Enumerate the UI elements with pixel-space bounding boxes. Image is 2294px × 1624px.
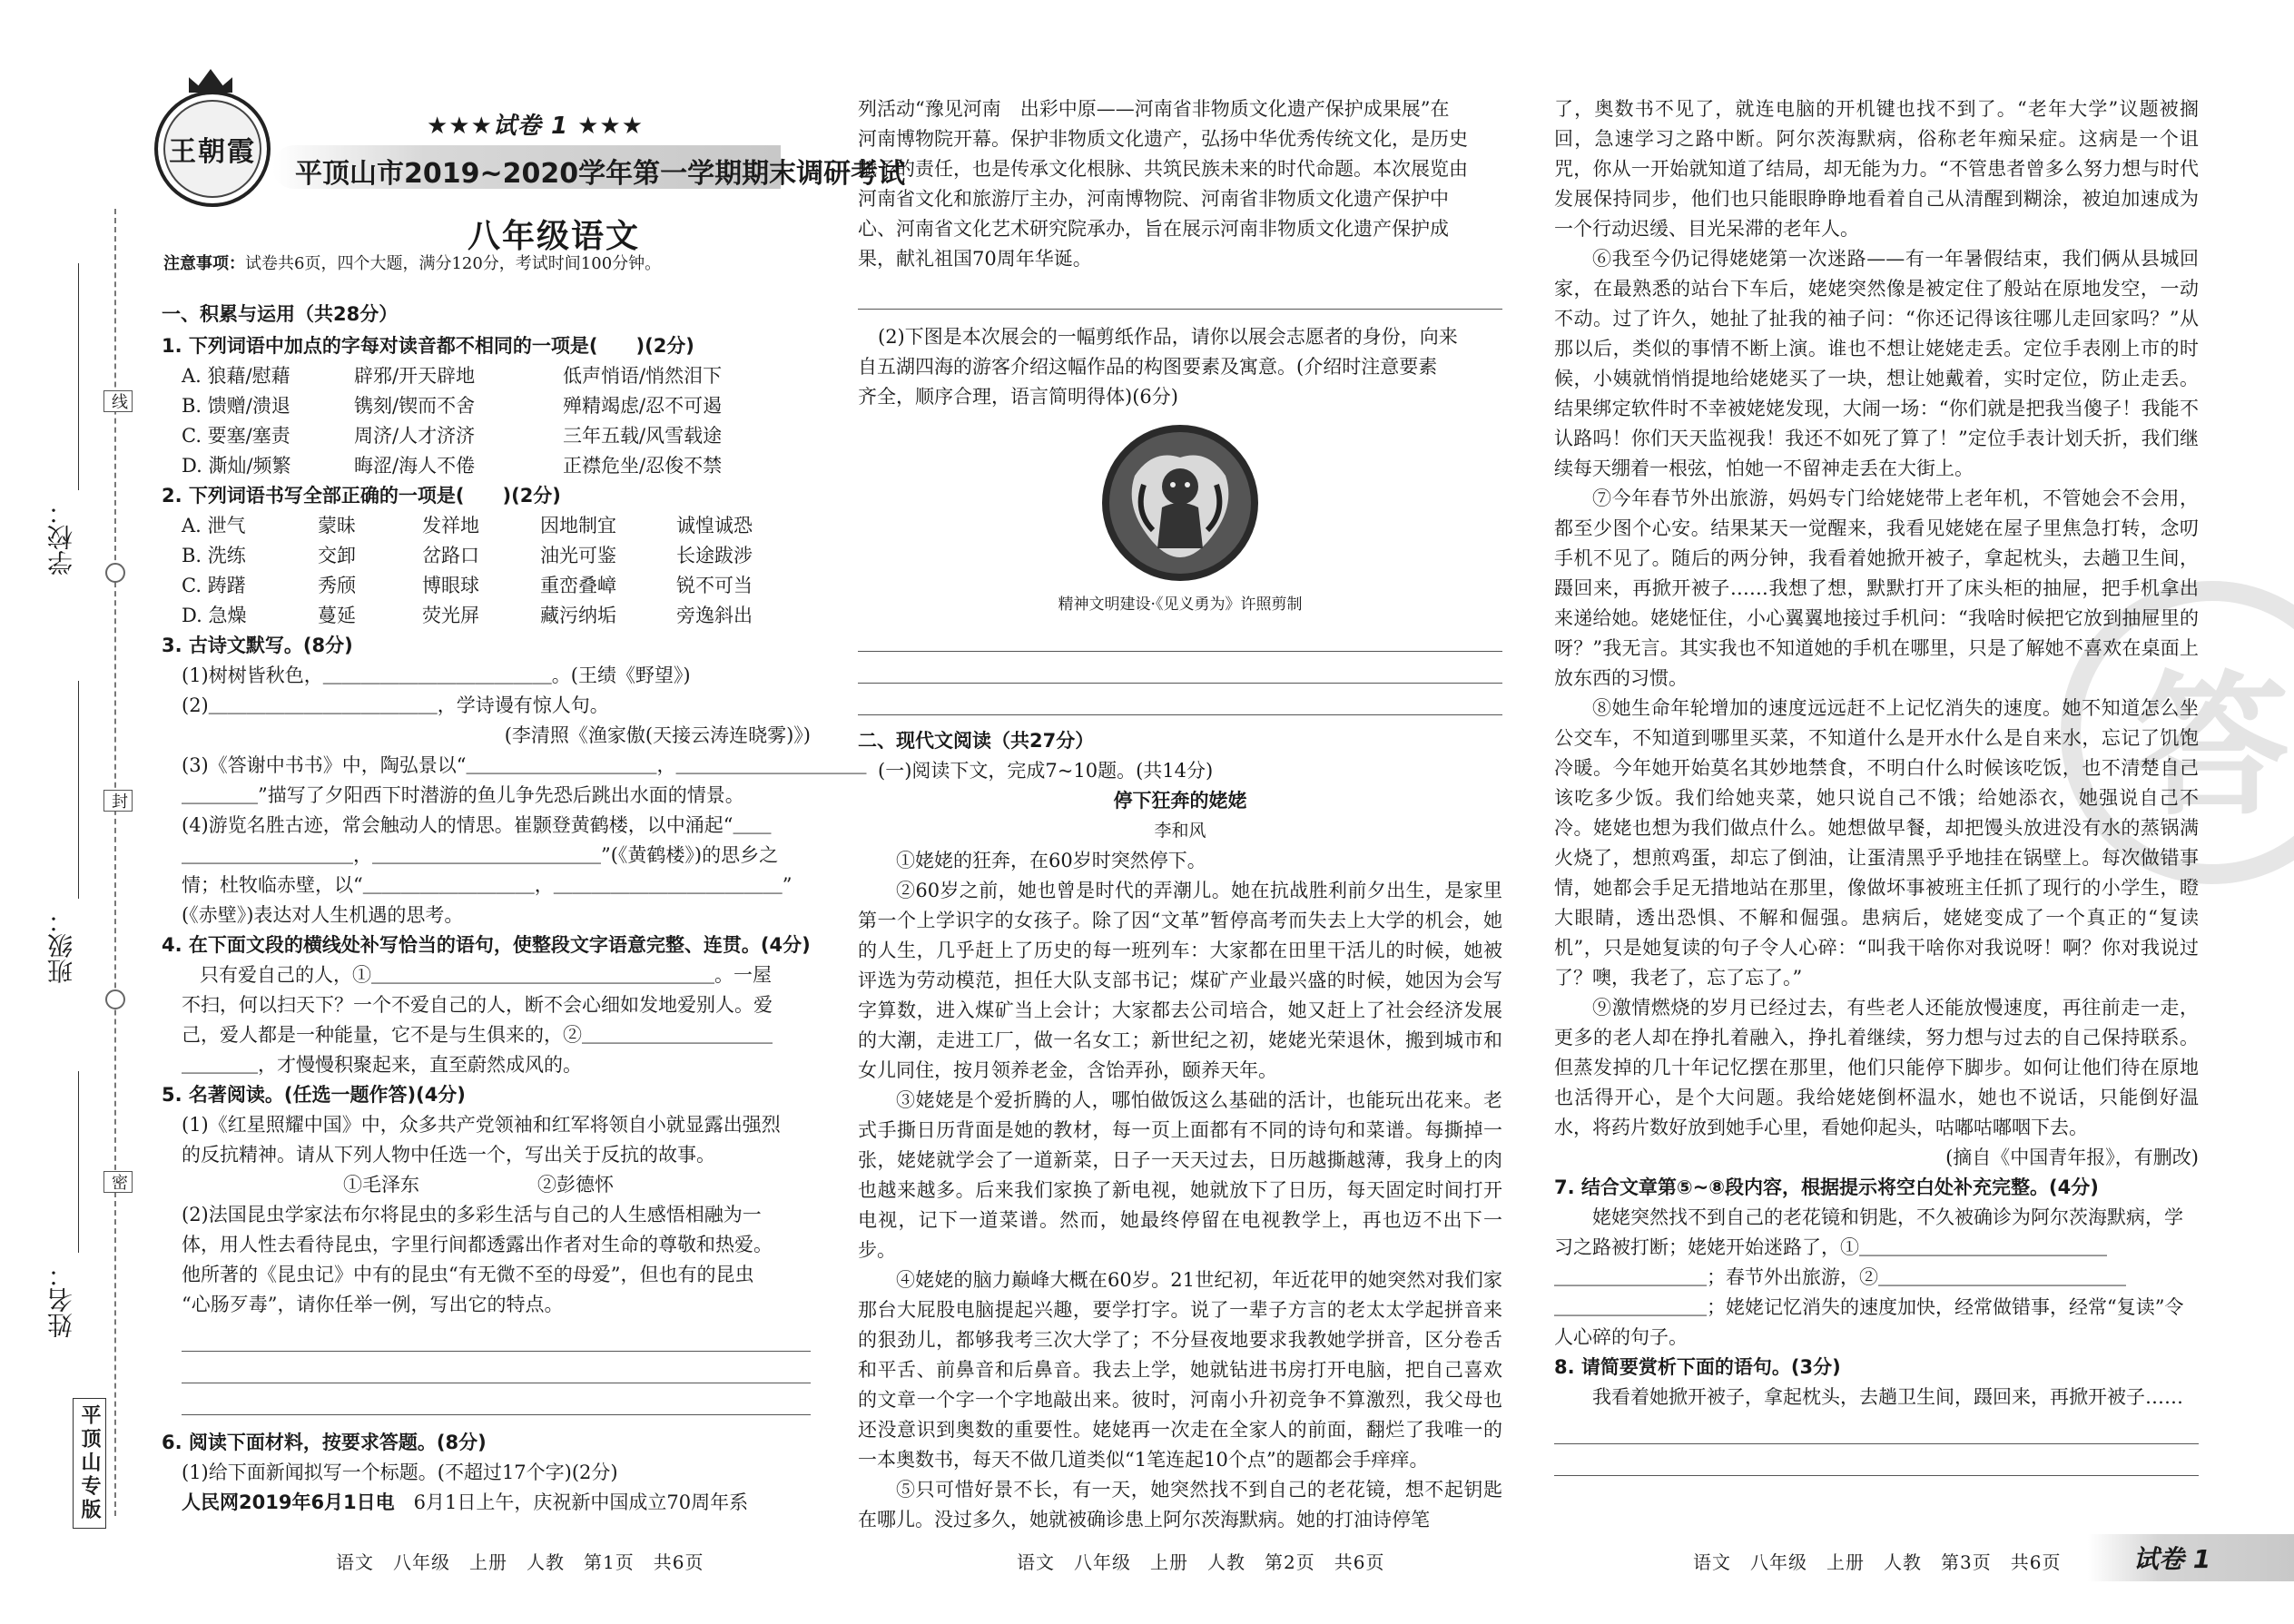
corner-badge-text: 试卷 1	[2133, 1544, 2211, 1574]
binding-margin	[36, 209, 136, 1516]
article-source: (摘自《中国青年报》，有删改)	[1945, 1147, 2199, 1168]
q5-text-6: “心肠歹毒”，请你任举一例，写出它的特点。	[182, 1294, 564, 1315]
q6-news-dateline: 人民网2019年6月1日电	[182, 1491, 395, 1513]
papercut-svg	[1098, 421, 1262, 585]
q2-option-b[interactable]: B. 洗练 交卸 岔路口 油光可鉴 长途跋涉	[182, 545, 753, 566]
notice-label: 注意事项：	[163, 254, 245, 273]
q5-text-3: (2)法国昆虫学家法布尔将昆虫的多彩生活与自己的人生感悟相融为一	[182, 1204, 762, 1225]
news-line-4: 河南省文化和旅游厅主办，河南博物院、河南省非物质文化遗产保护中	[858, 188, 1449, 210]
article-para-2: ②60岁之前，她也曾是时代的弄潮儿。她在抗战胜利前夕出生，是家里第一个上学识字的女孩子。除了因“文革”暂停高考而失去上大学的机会，她的人生，几乎赶上了历史的每一班列车：大家都在田里干活儿的时候，她被评选为劳动模范，担任大队支部书记；煤矿产业最兴盛的时候，她因为会写字算数，进入煤矿当上会计；大家都去公司培合，她又赶上了社会经济发展的大潮，走进工厂，做一名女工；新世纪之初，姥姥光荣退休，搬到城市和女儿同住，按月领养老金，含饴弄孙，颐养天年。	[858, 880, 1502, 1081]
q5-text-2: 的反抗精神。请从下列人物中任选一个，写出关于反抗的故事。	[182, 1144, 715, 1166]
news-continued	[858, 94, 1502, 274]
news-line-1: 列活动“豫见河南 出彩中原——河南省非物质文化遗产保护成果展”在	[858, 98, 1450, 120]
school-field[interactable]	[78, 263, 79, 490]
q8-stem: 8. 请简要赏析下面的语句。(3分)	[1554, 1356, 1841, 1378]
q6-2-answer-line-3[interactable]	[858, 684, 1502, 715]
class-label: 班级：	[46, 908, 76, 984]
class-field[interactable]	[78, 681, 79, 899]
q4-text-3[interactable]: 己，爱人都是一种能量，它不是与生俱来的，②＿＿＿＿＿＿＿＿＿＿	[182, 1024, 773, 1046]
q8-answer-line-1[interactable]	[1554, 1412, 2199, 1444]
q2-stem: 2. 下列词语书写全部正确的一项是( )(2分)	[162, 485, 561, 507]
q3-line-4d: (《赤壁》)表达对人生机遇的思考。	[182, 904, 464, 926]
q5-choice-1[interactable]: ①毛泽东	[343, 1174, 419, 1196]
article-author: 李和风	[1154, 821, 1206, 841]
section-2-heading: 二、现代文阅读（共27分）	[858, 730, 1095, 752]
q5-text-5: 他所著的《昆虫记》中有的昆虫“有无微不至的母爱”，但也有的昆虫	[182, 1264, 754, 1285]
q7-text-3[interactable]: ＿＿＿＿＿＿＿＿；姥姥记忆消失的速度加快，经常做错事，经常“复读”令人心碎的句子。	[1554, 1296, 2184, 1348]
q4-text-4[interactable]: ＿＿＿＿，才慢慢积聚起来，直至蔚然成风的。	[182, 1054, 582, 1076]
seal-char-feng: 封	[103, 790, 133, 812]
article-para-4: ④姥姥的脑力巅峰大概在60岁。21世纪初，年近花甲的她突然对我们家那台大屁股电脑提起兴趣，要学打字。说了一辈子方言的老太太学起拼音来的狠劲儿，都够我考三次大学了；不分昼夜地要求我教她学拼音，区分卷舌和平舌、前鼻音和后鼻音。我去上学，她就钻进书房打开电脑，把自己喜欢的文章一个字一个字地敲出来。彼时，河南小升初竞争不算激烈，我父母也还没意识到奥数的重要性。姥姥再一次走在全家人的前面，翻烂了我唯一的一本奥数书，每天不做几道类似“1笔连起10个点”的题都会手痒痒。	[858, 1269, 1502, 1471]
q5-answer-line-2[interactable]	[182, 1352, 811, 1383]
column-2	[858, 94, 1502, 1535]
q6-2-text-1: (2)下图是本次展会的一幅剪纸作品，请你以展会志愿者的身份，向来	[878, 326, 1458, 348]
edition-label: 平顶山专版	[73, 1398, 106, 1529]
q6-text-1: (1)给下面新闻拟写一个标题。(不超过17个字)(2分)	[182, 1462, 618, 1483]
brand-logo	[154, 91, 271, 207]
q1-option-c[interactable]: C. 要塞/塞责 周济/人才济济 三年五载/风雪载途	[182, 425, 723, 447]
margin-circle-1	[105, 563, 125, 583]
news-line-3: 赋予的责任，也是传承文化根脉、共筑民族未来的时代命题。本次展览由	[858, 158, 1468, 180]
q3-line-3a[interactable]: (3)《答谢中书书》中，陶弘景以“＿＿＿＿＿＿＿＿＿＿，＿＿＿＿＿＿＿＿＿＿	[182, 754, 867, 776]
q1-stem: 1. 下列词语中加点的字每对读音都不相同的一项是( )(2分)	[162, 335, 694, 357]
q5-choices	[162, 1170, 811, 1200]
brand-logo-text: 王朝霞	[169, 136, 256, 168]
q3-line-3b[interactable]: ＿＿＿＿”描写了夕阳西下时潜游的鱼儿争先恐后跳出水面的情景。	[182, 784, 744, 806]
reading-intro: (一)阅读下文，完成7~10题。(共14分)	[878, 760, 1214, 782]
q6-2-answer-line-1[interactable]	[858, 620, 1502, 652]
q8-text: 我看着她掀开被子，拿起枕头，去趟卫生间，蹑回来，再掀开被子……	[1592, 1386, 2183, 1408]
q5-answer-line-3[interactable]	[182, 1383, 811, 1415]
margin-circle-2	[105, 989, 125, 1009]
footer-page-2: 语文 八年级 上册 人教 第2页 共6页	[1017, 1551, 1385, 1573]
q3-stem: 3. 古诗文默写。(8分)	[162, 635, 353, 656]
footer-page-1: 语文 八年级 上册 人教 第1页 共6页	[336, 1551, 704, 1573]
q6-news-text: 6月1日上午，庆祝新中国成立70周年系	[394, 1491, 749, 1513]
q3-line-4c[interactable]: 情；杜牧临赤壁，以“＿＿＿＿＿＿＿＿＿，＿＿＿＿＿＿＿＿＿＿＿＿”	[182, 874, 793, 896]
news-line-6: 果，献礼祖国70周年华诞。	[858, 248, 1092, 270]
q3-line-1[interactable]: (1)树树皆秋色，＿＿＿＿＿＿＿＿＿＿＿＿。(王绩《野望》)	[182, 664, 691, 686]
q7-stem: 7. 结合文章第⑤~⑧段内容，根据提示将空白处补充完整。(4分)	[1554, 1176, 2099, 1198]
name-label: 姓名：	[46, 1262, 76, 1338]
article-para-5: ⑤只可惜好景不长，有一天，她突然找不到自己的老花镜，想不起钥匙在哪儿。没过多久，她就被确诊患上阿尔茨海默病。她的打油诗停笔	[858, 1479, 1502, 1530]
q5-stem: 5. 名著阅读。(任选一题作答)(4分)	[162, 1084, 466, 1106]
news-headline-answer-line[interactable]	[858, 278, 1502, 310]
q2-option-d[interactable]: D. 急燥 蔓延 荧光屏 藏污纳垢 旁逸斜出	[182, 605, 753, 626]
school-label: 学校：	[46, 499, 76, 576]
q4-stem: 4. 在下面文段的横线处补写恰当的语句，使整段文字语意完整、连贯。(4分)	[162, 934, 811, 956]
corner-badge	[2088, 1534, 2294, 1581]
q3-line-4a[interactable]: (4)游览名胜古迹，常会触动人的情思。崔颢登黄鹤楼，以中涌起“＿＿	[182, 814, 772, 836]
q7-text-1[interactable]: 姥姥突然找不到自己的老花镜和钥匙，不久被确诊为阿尔茨海默病，学习之路被打断；姥姥开始迷路了，①＿＿＿＿＿＿＿＿＿＿＿＿＿	[1554, 1206, 2183, 1258]
q6-2-answer-line-2[interactable]	[858, 652, 1502, 684]
watermark-char: 答	[2134, 655, 2289, 837]
article-title: 停下狂奔的姥姥	[1113, 790, 1247, 812]
q1-option-d[interactable]: D. 澌灿/频繁 晦涩/海人不倦 正襟危坐/忍俊不禁	[182, 455, 723, 477]
exam-title: 平顶山市2019~2020学年第一学期期末调研考试	[295, 158, 906, 190]
q5-answer-line-1[interactable]	[182, 1320, 811, 1352]
q2-options	[162, 511, 811, 631]
column-3	[1554, 94, 2199, 1476]
news-line-2: 河南博物院开幕。保护非物质文化遗产，弘扬中华优秀传统文化，是历史	[858, 128, 1468, 150]
seal-char-xian: 线	[103, 390, 133, 412]
subject-title: 八年级语文	[468, 218, 641, 255]
section-1-heading: 一、积累与运用（共28分）	[162, 303, 399, 325]
q5-choice-2[interactable]: ②彭德怀	[537, 1174, 614, 1196]
crown-icon	[189, 69, 232, 93]
q4-text-2: 不扫，何以扫天下？一个不爱自己的人，断不会心细如发地爱别人。爱	[182, 994, 773, 1016]
article-para-8: ⑧她生命年轮增加的速度远远赶不上记忆消失的速度。她不知道怎么坐公交车，不知道到哪里买菜，不知道什么是开水什么是自来水，忘记了饥饱冷暖。今年她开始莫名其妙地禁食，不明白什么时候该吃饭，也不清楚自己该吃多少饭。我们给她夹菜，她只说自己不饿；给她添衣，她强说自己不冷。姥姥也想为我们做点什么。她想做早餐，却把馒头放进没有水的蒸锅满火烧了，想煎鸡蛋，却忘了倒油，让蛋清黑乎乎地挂在锅壁上。每次做错事情，她都会手足无措地站在那里，像做坏事被班主任抓了现行的小学生，瞪大眼睛，透出恐惧、不解和倔强。患病后，姥姥变成了一个真正的“复读机”，只是她复读的句子令人心碎：“叫我干啥你对我说呀！啊？你对我说过了？噢，我老了，忘了忘了。”	[1554, 697, 2199, 989]
footer-page-3: 语文 八年级 上册 人教 第3页 共6页	[1693, 1551, 2062, 1573]
q1-options	[162, 361, 811, 481]
q3-line-4b[interactable]: ＿＿＿＿＿＿＿＿＿，＿＿＿＿＿＿＿＿＿＿＿＿”(《黄鹤楼》)的思乡之	[182, 844, 779, 866]
q5-text-1: (1)《红星照耀中国》中，众多共产党领袖和红军将领自小就显露出强烈	[182, 1114, 781, 1136]
news-line-5: 心、河南省文化艺术研究院承办，旨在展示河南非物质文化遗产保护成	[858, 218, 1449, 240]
q6-news	[162, 1488, 811, 1518]
paper-badge: ★★★试卷 1 ★★★	[427, 113, 645, 140]
column-1	[162, 300, 867, 1518]
article-para-9: ⑨激情燃烧的岁月已经过去，有些老人还能放慢速度，再往前走一走，更多的老人却在挣扎着融入，挣扎着继续，努力想与过去的自己保持联系。但蒸发掉的几十年记忆摆在那里，他们只能停下脚步。如何让他们待在原地也活得开心，是个大问题。我给姥姥倒杯温水，她也不说话，只能倒好温水，将药片数好放到她手心里，看她仰起头，咕嘟咕嘟咽下去。	[1554, 997, 2199, 1138]
q7-text-2[interactable]: ＿＿＿＿＿＿＿＿；春节外出旅游，②＿＿＿＿＿＿＿＿＿＿＿＿＿	[1554, 1266, 2126, 1288]
seal-char-mi: 密	[103, 1171, 133, 1193]
notice	[163, 251, 661, 274]
q2-option-a[interactable]: A. 泄气 蒙昧 发祥地 因地制宜 诚惶诚恐	[182, 515, 753, 536]
q1-option-a[interactable]: A. 狼藉/慰藉 辟邪/开天辟地 低声悄语/悄然泪下	[182, 365, 723, 387]
article-para-6: ⑥我至今仍记得姥姥第一次迷路——有一年暑假结束，我们俩从县城回家，在最熟悉的站台下车后，姥姥突然像是被定住了般站在原地发空，一动不动。过了许久，她扯了扯我的袖子问：“你还记得该往哪儿走回家吗？”从那以后，类似的事情不断上演。谁也不想让姥姥走丢。定位手表刚上市的时候，小姨就悄悄提地给姥姥买了一块，想让她戴着，实时定位，防止走丢。结果绑定软件时不幸被姥姥发现，大闹一场：“你们就是把我当傻子！我能不认路吗！你们天天监视我！我还不如死了算了！”定位手表计划夭折，我们继续每天绷着一根弦，怕她一不留神走丢在大街上。	[1554, 248, 2199, 479]
q6-stem: 6. 阅读下面材料，按要求答题。(8分)	[162, 1432, 487, 1453]
q5-text-4: 体，用人性去看待昆虫，字里行间都透露出作者对生命的尊敬和热爱。	[182, 1234, 773, 1255]
q3-line-2-source: (李清照《渔家傲(天接云涛连晓雾)》)	[504, 724, 811, 746]
article-para-3: ③姥姥是个爱折腾的人，哪怕做饭这么基础的活计，也能玩出花来。老式手撕日历背面是她的教材，每一页上面都有不同的诗句和菜谱。每撕掉一张，姥姥就学会了一道新菜，日子一天天过去，日历越撕越薄，我身上的肉也越来越多。后来我们家换了新电视，她就放下了日历，每天固定时间打开电视，记下一道菜谱。然而，她最终停留在电视教学上，再也迈不出下一步。	[858, 1089, 1502, 1261]
article-para-5-cont: 了，奥数书不见了，就连电脑的开机键也找不到了。“老年大学”议题被搁回，急速学习之路中断。阿尔茨海默病，俗称老年痴呆症。这病是一个诅咒，你从一开始就知道了结局，却无能为力。“不管患者曾多么努力想与时代发展保持同步，他们也只能眼睁睁地看着自己从清醒到糊涂，被迫加速成为一个行动迟缓、目光呆滞的老年人。	[1554, 98, 2199, 240]
article-para-1: ①姥姥的狂奔，在60岁时突然停下。	[896, 850, 1206, 871]
notice-text: 试卷共6页，四个大题，满分120分，考试时间100分钟。	[245, 254, 662, 273]
article-para-7: ⑦今年春节外出旅游，妈妈专门给姥姥带上老年机，不管她会不会用，都至少图个心安。结果某天一觉醒来，我看见姥姥在屋子里焦急打转，念叨手机不见了。随后的两分钟，我看着她掀开被子，拿起枕头，去趟卫生间，蹑回来，再掀开被子……我想了想，默默打开了床头柜的抽屉，把手机拿出来递给她。姥姥怔住，小心翼翼地接过手机问：“我啥时候把它放到抽屉里的呀？”我无言。其实我也不知道她的手机在哪里，只是了解她不喜欢在桌面上放东西的习惯。	[1554, 487, 2199, 689]
q2-option-c[interactable]: C. 踌躇 秀颀 博眼球 重峦叠嶂 锐不可当	[182, 575, 753, 596]
q3-line-2[interactable]: (2)＿＿＿＿＿＿＿＿＿＿＿＿，学诗谩有惊人句。	[182, 694, 609, 716]
q8-answer-line-2[interactable]	[1554, 1444, 2199, 1476]
papercut-image	[1098, 421, 1262, 585]
q4-text-1[interactable]: 只有爱自己的人，①＿＿＿＿＿＿＿＿＿＿＿＿＿＿＿＿＿＿。一屋	[200, 964, 772, 986]
papercut-caption: 精神文明建设·《见义勇为》许照剪制	[1058, 595, 1303, 614]
q1-option-b[interactable]: B. 馈赠/溃退 镌刻/锲而不舍 殚精竭虑/忍不可遏	[182, 395, 723, 417]
name-field[interactable]	[78, 1071, 79, 1253]
q6-2-text-2: 自五湖四海的游客介绍这幅作品的构图要素及寓意。(介绍时注意要素	[858, 356, 1438, 378]
q6-2-text-3: 齐全，顺序合理，语言简明得体)(6分)	[858, 386, 1178, 408]
